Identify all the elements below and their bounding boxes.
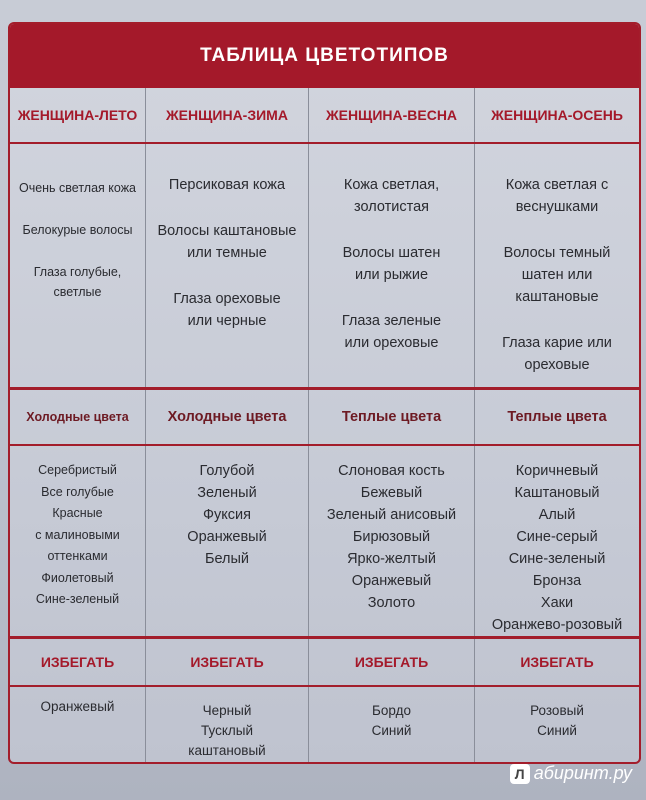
header-cell-autumn <box>475 88 639 142</box>
avoid-item: Синий <box>537 723 577 738</box>
color-item: Сине-зеленый <box>508 551 606 567</box>
tone-cell-winter <box>146 390 309 444</box>
header-autumn: ЖЕНЩИНА-ОСЕНЬ <box>491 107 623 123</box>
watermark-text: абиринт.ру <box>533 763 632 783</box>
colors-cell-spring <box>309 446 475 636</box>
desc-autumn-eyes: Глаза карие или ореховые <box>502 335 612 373</box>
tone-cell-spring <box>309 390 475 444</box>
colors-row <box>10 446 639 639</box>
color-item: Оранжевый <box>351 573 432 589</box>
color-item: Сине-серый <box>516 529 598 545</box>
color-item: Зеленый <box>197 485 257 501</box>
color-item: Хаки <box>540 595 574 611</box>
avoid-item: каштановый <box>188 743 266 758</box>
desc-cell-winter <box>146 144 309 387</box>
table-grid <box>10 88 639 762</box>
avoid-head-cell-summer <box>10 639 146 685</box>
colors-cell-autumn <box>475 446 639 636</box>
desc-spring-hair: Волосы шатен или рыжие <box>342 245 441 283</box>
table-title-bar <box>10 24 639 88</box>
header-cell-summer <box>10 88 146 142</box>
avoid-item: Тусклый <box>200 723 254 738</box>
avoid-item: Оранжевый <box>40 699 115 714</box>
color-item: Алый <box>538 507 576 523</box>
desc-winter-skin: Персиковая кожа <box>168 177 286 193</box>
color-item: Золото <box>367 595 416 611</box>
color-types-table <box>8 22 641 764</box>
header-winter: ЖЕНЩИНА-ЗИМА <box>166 107 288 123</box>
avoid-cell-autumn <box>475 687 639 762</box>
color-item: Фуксия <box>203 507 251 523</box>
colors-cell-winter <box>146 446 309 636</box>
desc-spring-skin: Кожа светлая, золотистая <box>343 177 440 215</box>
header-spring: ЖЕНЩИНА-ВЕСНА <box>325 107 458 123</box>
color-item: Оранжево-розовый <box>491 617 623 633</box>
desc-winter-eyes: Глаза ореховые или черные <box>173 291 281 329</box>
desc-summer-eyes: Глаза голубые, светлые <box>33 265 122 299</box>
table-title: ТАБЛИЦА ЦВЕТОТИПОВ <box>200 45 449 66</box>
color-item: Все голубые <box>41 484 114 499</box>
desc-cell-autumn <box>475 144 639 387</box>
description-row <box>10 144 639 390</box>
avoid-item: Розовый <box>530 703 584 718</box>
avoid-label-autumn: ИЗБЕГАТЬ <box>520 654 594 670</box>
color-item: Фиолетовый <box>41 570 114 585</box>
color-item: Слоновая кость <box>338 463 445 479</box>
avoid-label-spring: ИЗБЕГАТЬ <box>354 654 429 670</box>
colors-cell-summer <box>10 446 146 636</box>
labirint-watermark <box>510 763 632 784</box>
tone-winter: Холодные цвета <box>167 409 287 425</box>
color-item: Белый <box>204 551 250 567</box>
desc-cell-summer <box>10 144 146 387</box>
color-item: Бронза <box>532 573 582 589</box>
color-item: Зеленый анисовый <box>326 507 457 523</box>
avoid-cell-spring <box>309 687 475 762</box>
color-item: оттенками <box>47 549 108 563</box>
color-item: Бирюзовый <box>352 529 431 545</box>
avoid-item: Синий <box>371 723 412 738</box>
desc-winter-hair: Волосы каштановые или темные <box>157 223 297 261</box>
color-item: Бежевый <box>360 485 423 501</box>
header-row <box>10 88 639 144</box>
tone-autumn: Теплые цвета <box>507 409 607 425</box>
labirint-logo-icon: Л <box>510 764 530 784</box>
avoid-cell-summer <box>10 687 146 762</box>
color-item: Серебристый <box>38 463 117 477</box>
tone-cell-summer <box>10 390 146 444</box>
color-item: с малиновыми <box>35 527 120 542</box>
desc-summer-skin: Очень светлая кожа <box>18 181 137 195</box>
avoid-item: Черный <box>202 703 252 718</box>
desc-summer-hair: Белокурые волосы <box>22 223 133 237</box>
desc-autumn-skin: Кожа светлая с веснушками <box>505 177 609 215</box>
avoid-head-cell-spring <box>309 639 475 685</box>
desc-spring-eyes: Глаза зеленые или ореховые <box>341 313 442 351</box>
avoid-cell-winter <box>146 687 309 762</box>
color-item: Сине-зеленый <box>35 592 120 606</box>
desc-autumn-hair: Волосы темный шатен или каштановые <box>503 245 611 305</box>
color-item: Голубой <box>199 463 255 479</box>
color-item: Коричневый <box>515 463 599 479</box>
header-summer: ЖЕНЩИНА-ЛЕТО <box>17 107 138 123</box>
avoid-row <box>10 687 639 762</box>
header-cell-winter <box>146 88 309 142</box>
avoid-label-summer: ИЗБЕГАТЬ <box>40 654 115 670</box>
tone-row <box>10 390 639 446</box>
avoid-label-winter: ИЗБЕГАТЬ <box>190 654 264 670</box>
avoid-header-row <box>10 639 639 687</box>
avoid-head-cell-winter <box>146 639 309 685</box>
tone-cell-autumn <box>475 390 639 444</box>
color-item: Ярко-желтый <box>347 551 436 567</box>
color-item: Красные <box>52 506 103 520</box>
color-item: Каштановый <box>514 485 600 501</box>
desc-cell-spring <box>309 144 475 387</box>
avoid-head-cell-autumn <box>475 639 639 685</box>
tone-spring: Теплые цвета <box>341 409 442 425</box>
header-cell-spring <box>309 88 475 142</box>
color-item: Оранжевый <box>187 529 267 545</box>
tone-summer: Холодные цвета <box>26 410 129 424</box>
avoid-item: Бордо <box>372 703 411 718</box>
